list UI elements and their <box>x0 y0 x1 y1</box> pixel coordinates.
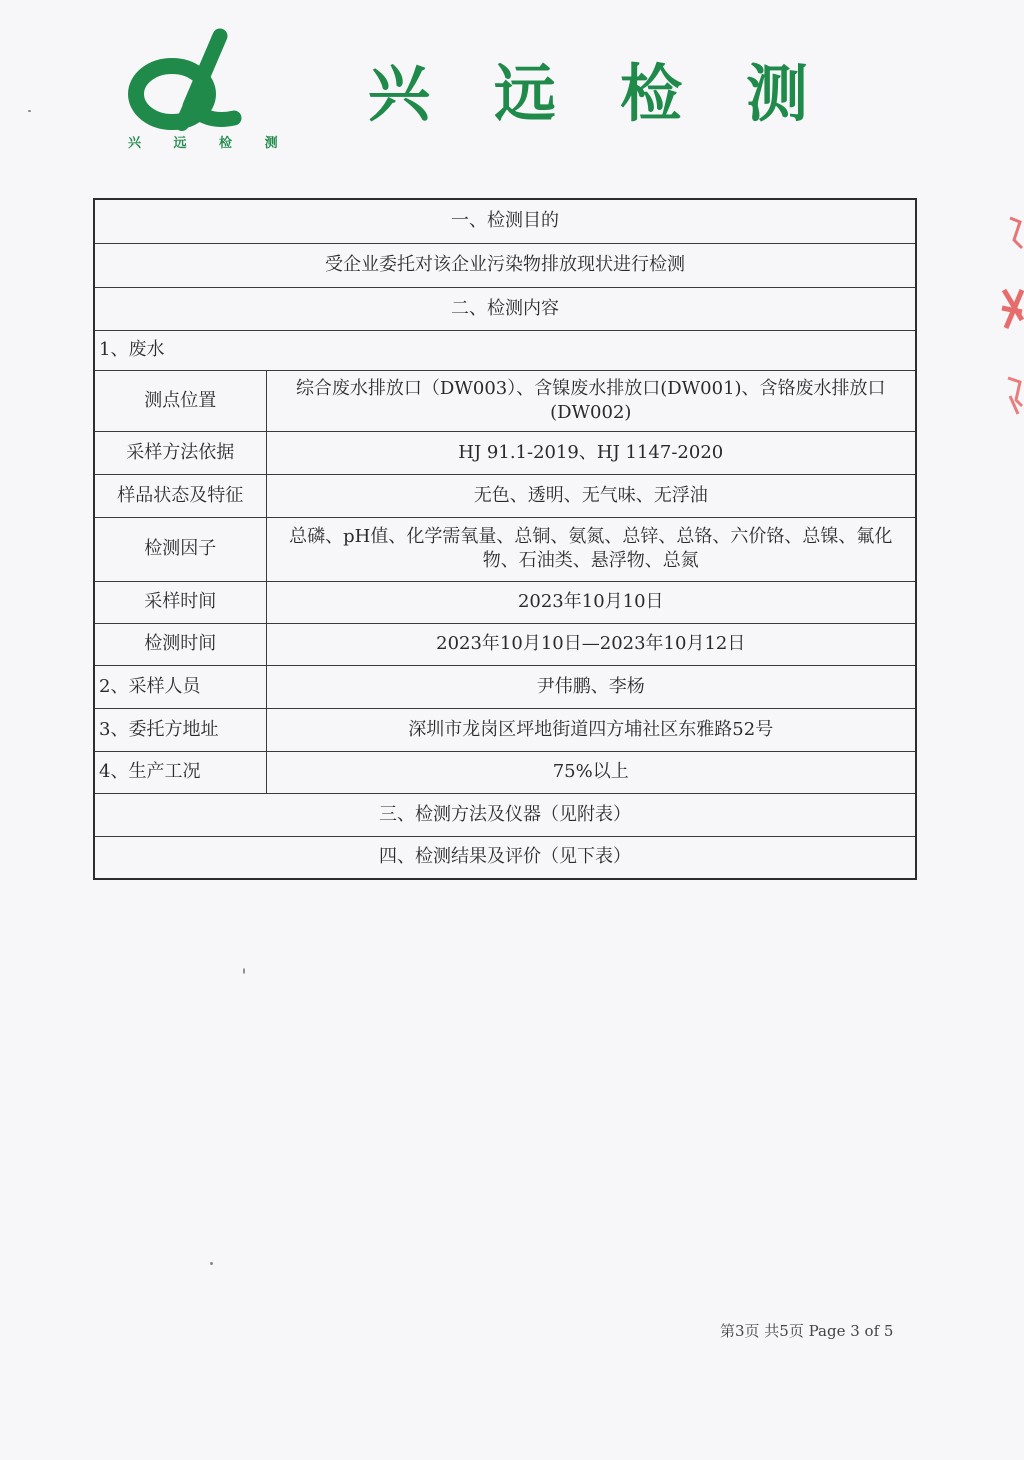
brand-title-char: 远 <box>493 56 556 130</box>
row-value: 2023年10月10日 <box>266 581 916 623</box>
row-label: 测点位置 <box>94 370 266 431</box>
table-row <box>94 287 916 330</box>
section-title-methods: 三、检测方法及仪器（见附表） <box>94 793 916 836</box>
table-row <box>94 836 916 879</box>
row-value: 无色、透明、无气味、无浮油 <box>266 474 916 517</box>
production-label: 4、生产工况 <box>94 751 266 793</box>
section-title-results: 四、检测结果及评价（见下表） <box>94 836 916 879</box>
scan-speck <box>28 110 31 112</box>
row-label: 检测时间 <box>94 623 266 665</box>
client-address-label: 3、委托方地址 <box>94 708 266 751</box>
table-row <box>94 517 916 581</box>
seal-stamp-fragment <box>996 200 1024 430</box>
table-row <box>94 330 916 370</box>
table-row <box>94 431 916 474</box>
table-row <box>94 708 916 751</box>
table-row <box>94 665 916 708</box>
table-row <box>94 199 916 243</box>
samplers-label: 2、采样人员 <box>94 665 266 708</box>
report-table <box>93 198 917 880</box>
scan-speck <box>243 968 245 974</box>
table-row <box>94 370 916 431</box>
brand-title <box>368 48 808 128</box>
row-label: 检测因子 <box>94 517 266 581</box>
table-row <box>94 793 916 836</box>
table-row <box>94 623 916 665</box>
table-row <box>94 474 916 517</box>
table-row <box>94 581 916 623</box>
section-title-content: 二、检测内容 <box>94 287 916 330</box>
row-label: 样品状态及特征 <box>94 474 266 517</box>
samplers-value: 尹伟鹏、李杨 <box>266 665 916 708</box>
logo-caption: 兴 远 检 测 <box>128 136 292 151</box>
row-value: 2023年10月10日—2023年10月12日 <box>266 623 916 665</box>
row-value: HJ 91.1-2019、HJ 1147-2020 <box>266 431 916 474</box>
production-value: 75%以上 <box>266 751 916 793</box>
brand-title-char: 检 <box>619 56 682 130</box>
wastewater-heading: 1、废水 <box>94 330 916 370</box>
row-value: 综合废水排放口（DW003）、含镍废水排放口(DW001)、含铬废水排放口(DW002) <box>266 370 916 431</box>
client-address-value: 深圳市龙岗区坪地街道四方埔社区东雅路52号 <box>266 708 916 751</box>
table-row <box>94 751 916 793</box>
row-label: 采样时间 <box>94 581 266 623</box>
purpose-text: 受企业委托对该企业污染物排放现状进行检测 <box>94 243 916 287</box>
row-value: 总磷、pH值、化学需氧量、总铜、氨氮、总锌、总铬、六价铬、总镍、氟化物、石油类、悬浮物、总氮 <box>266 517 916 581</box>
brand-title-char: 兴 <box>368 56 431 130</box>
scan-speck <box>210 1262 213 1265</box>
row-label: 采样方法依据 <box>94 431 266 474</box>
section-title-purpose: 一、检测目的 <box>94 199 916 243</box>
brand-title-char: 测 <box>745 56 808 130</box>
page-number: 第3页 共5页 Page 3 of 5 <box>720 1322 894 1340</box>
table-row <box>94 243 916 287</box>
